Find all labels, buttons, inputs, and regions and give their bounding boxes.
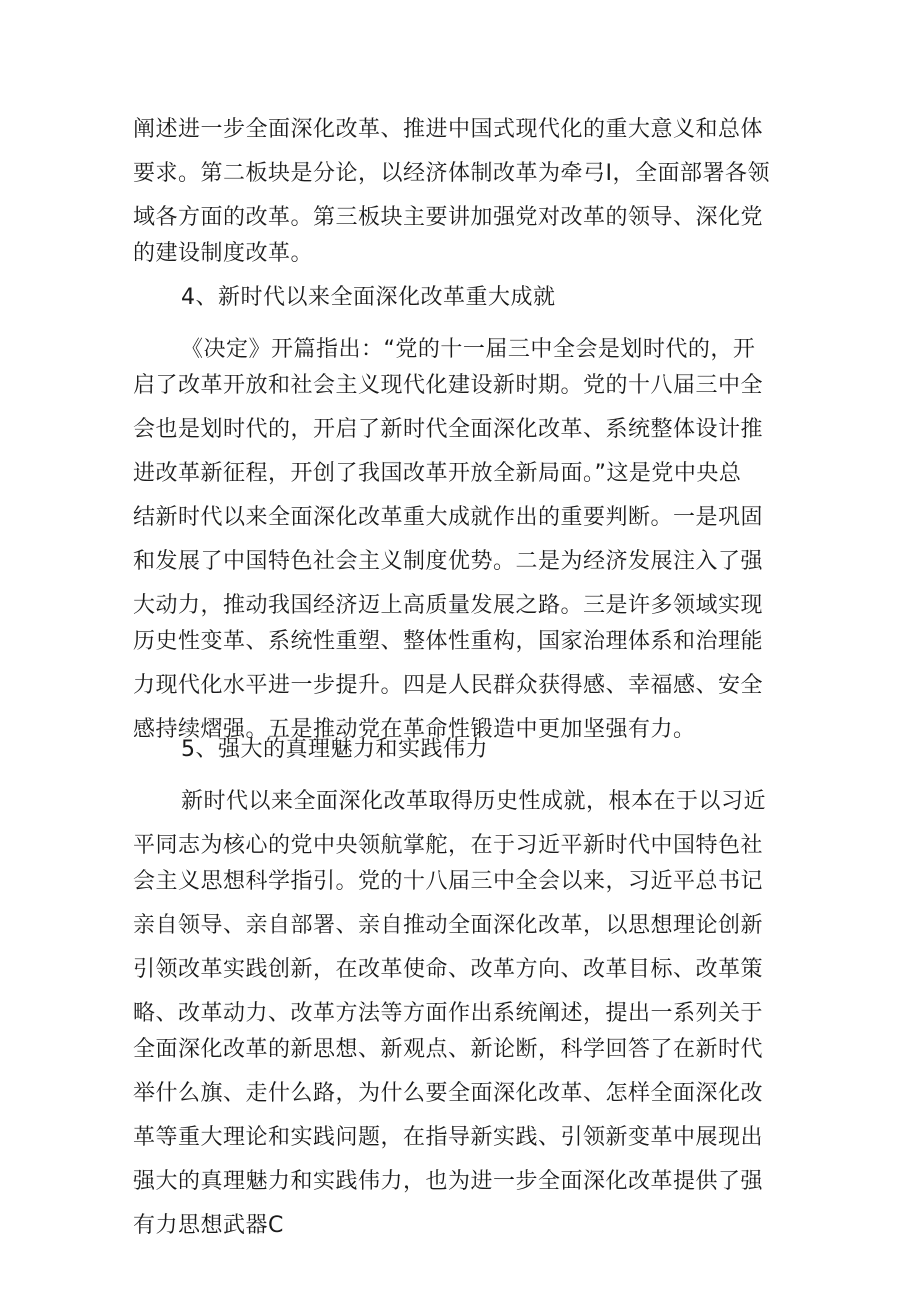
paragraph-1-line-3: 域各方面的改革。第三板块主要讲加强党对改革的领导、深化党 [133,205,764,230]
paragraph-3-line-10: 强大的真理魅力和实践伟力，也为进一步全面深化改革提供了强 [133,1169,764,1194]
paragraph-2-line-10: 感持续熠强。五是推动党在革命性锻造中更加坚强有力。 [133,717,696,742]
paragraph-3-line-3: 会主义思想科学指引。党的十八届三中全会以来，习近平总书记 [133,869,764,894]
paragraph-1-line-2: 要求。第二板块是分论，以经济体制改革为牵弓I，全面部署各领 [133,161,770,186]
paragraph-2-line-1: 《决定》开篇指出：“党的十一届三中全会是划时代的，开 [181,337,756,362]
paragraph-3-line-9: 革等重大理论和实践问题，在指导新实践、引领新变革中展现出 [133,1125,764,1150]
section-heading-5: 5、强大的真理魅力和实践伟力 [181,737,488,762]
paragraph-3-line-11: 有力思想武器C [133,1213,284,1238]
section-heading-4: 4、新时代以来全面深化改革重大成就 [181,285,556,310]
paragraph-3-line-6: 略、改革动力、改革方法等方面作出系统阐述，提出一系列关于 [133,1001,764,1026]
paragraph-2-line-5: 结新时代以来全面深化改革重大成就作出的重要判断。一是巩固 [133,505,764,530]
paragraph-2-line-9: 力现代化水平进一步提升。四是人民群众获得感、幸福感、安全 [133,673,764,698]
paragraph-2-line-7: 大动力，推动我国经济迈上高质量发展之路。三是许多领域实现 [133,593,764,618]
paragraph-1-line-4: 的建设制度改革。 [133,241,314,266]
paragraph-2-line-4: 进改革新征程，开创了我国改革开放全新局面。”这是党中央总 [133,461,742,486]
paragraph-1-line-1: 阐述进一步全面深化改革、推进中国式现代化的重大意义和总体 [133,117,764,142]
paragraph-2-line-2: 启了改革开放和社会主义现代化建设新时期。党的十八届三中全 [133,373,764,398]
paragraph-2-line-6: 和发展了中国特色社会主义制度优势。二是为经济发展注入了强 [133,549,764,574]
paragraph-3-line-5: 引领改革实践创新，在改革使命、改革方向、改革目标、改革策 [133,957,764,982]
paragraph-2-line-3: 会也是划时代的，开启了新时代全面深化改革、系统整体设计推 [133,417,764,442]
paragraph-2-line-8: 历史性变革、系统性重塑、整体性重构，国家治理体系和治理能 [133,629,764,654]
paragraph-3-line-2: 平同志为核心的党中央领航掌舵，在于习近平新时代中国特色社 [133,833,764,858]
paragraph-3-line-4: 亲自领导、亲自部署、亲自推动全面深化改革，以思想理论创新 [133,913,764,938]
paragraph-3-line-8: 举什么旗、走什么路，为什么要全面深化改革、怎样全面深化改 [133,1081,764,1106]
paragraph-3-line-1: 新时代以来全面深化改革取得历史性成就，根本在于以习近 [181,789,767,814]
paragraph-3-line-7: 全面深化改革的新思想、新观点、新论断，科学回答了在新时代 [133,1037,764,1062]
